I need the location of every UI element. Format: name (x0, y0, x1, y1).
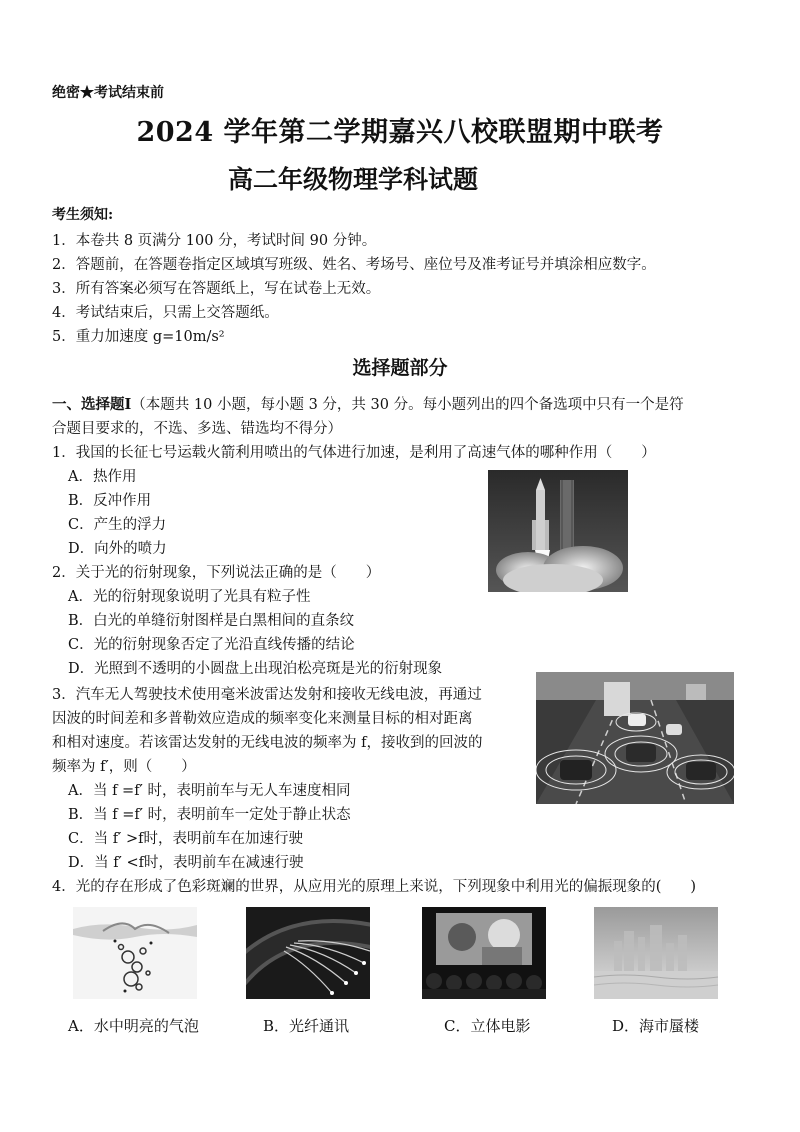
exam-title: 2024 学年第二学期嘉兴八校联盟期中联考 (136, 117, 664, 148)
q1-option-d: D．向外的喷力 (68, 541, 167, 557)
q2-stem: 2．关于光的衍射现象，下列说法正确的是（ ） (52, 565, 381, 581)
part-description-cont: 合题目要求的，不选、多选、错选均不得分） (52, 421, 342, 437)
q3-stem-line: 频率为 f′，则（ ） (52, 759, 196, 775)
notice-item: 5．重力加速度 g=10m/s² (52, 329, 225, 345)
water-bubbles-photo (73, 907, 197, 999)
section-title: 选择题部分 (352, 357, 448, 379)
notice-item: 2．答题前，在答题卷指定区域填写班级、姓名、考场号、座位号及准考证号并填涂相应数字。 (52, 257, 656, 273)
q4-caption-d: D．海市蜃楼 (612, 1017, 700, 1035)
part-label: 一、选择题Ⅰ (52, 396, 132, 413)
q2-option-b: B．白光的单缝衍射图样是白黑相间的直条纹 (68, 613, 355, 629)
q3-option-d: D．当 f′ <f时，表明前车在减速行驶 (68, 855, 304, 871)
q1-option-a: A．热作用 (68, 469, 137, 485)
q4-caption-a: A．水中明亮的气泡 (68, 1017, 199, 1035)
q2-option-a: A．光的衍射现象说明了光具有粒子性 (68, 589, 311, 605)
q2-option-c: C．光的衍射现象否定了光沿直线传播的结论 (68, 637, 355, 653)
3d-movie-photo (422, 907, 546, 999)
q3-stem-line: 因波的时间差和多普勒效应造成的频率变化来测量目标的相对距离 (52, 711, 473, 727)
notice-heading: 考生须知: (52, 207, 114, 223)
q1-option-b: B．反冲作用 (68, 493, 152, 509)
q3-stem-line: 3．汽车无人驾驶技术使用毫米波雷达发射和接收无线电波，再通过 (52, 687, 482, 703)
q4-stem: 4．光的存在形成了色彩斑斓的世界，从应用光的原理上来说，下列现象中利用光的偏振现象的( ) (52, 879, 697, 895)
q2-option-d: D．光照到不透明的小圆盘上出现泊松亮斑是光的衍射现象 (68, 661, 443, 677)
confidential-label: 绝密★考试结束前 (52, 85, 164, 101)
q4-caption-b: B．光纤通讯 (263, 1017, 350, 1035)
q1-option-c: C．产生的浮力 (68, 517, 167, 533)
q3-option-a: A．当 f =f′ 时，表明前车与无人车速度相同 (68, 783, 351, 799)
q4-caption-c: C．立体电影 (444, 1017, 531, 1035)
q3-option-c: C．当 f′ >f时，表明前车在加速行驶 (68, 831, 303, 847)
notice-item: 1．本卷共 8 页满分 100 分，考试时间 90 分钟。 (52, 233, 377, 249)
notice-item: 3．所有答案必须写在答题纸上，写在试卷上无效。 (52, 281, 381, 297)
autonomous-car-radar-photo (536, 672, 734, 804)
part-description: （本题共 10 小题，每小题 3 分，共 30 分。每小题列出的四个备选项中只有一个是符 (131, 397, 684, 413)
q3-option-b: B．当 f =f′ 时，表明前车一定处于静止状态 (68, 807, 351, 823)
q3-stem-line: 和相对速度。若该雷达发射的无线电波的频率为 f，接收到的回波的 (52, 735, 483, 751)
mirage-photo (594, 907, 718, 999)
part-heading (52, 393, 684, 414)
q1-stem: 1．我国的长征七号运载火箭利用喷出的气体进行加速，是利用了高速气体的哪种作用（ ） (52, 445, 656, 461)
optical-fiber-photo (246, 907, 370, 999)
exam-subtitle: 高二年级物理学科试题 (228, 165, 479, 194)
rocket-launch-photo (488, 470, 628, 592)
notice-item: 4．考试结束后，只需上交答题纸。 (52, 305, 279, 321)
